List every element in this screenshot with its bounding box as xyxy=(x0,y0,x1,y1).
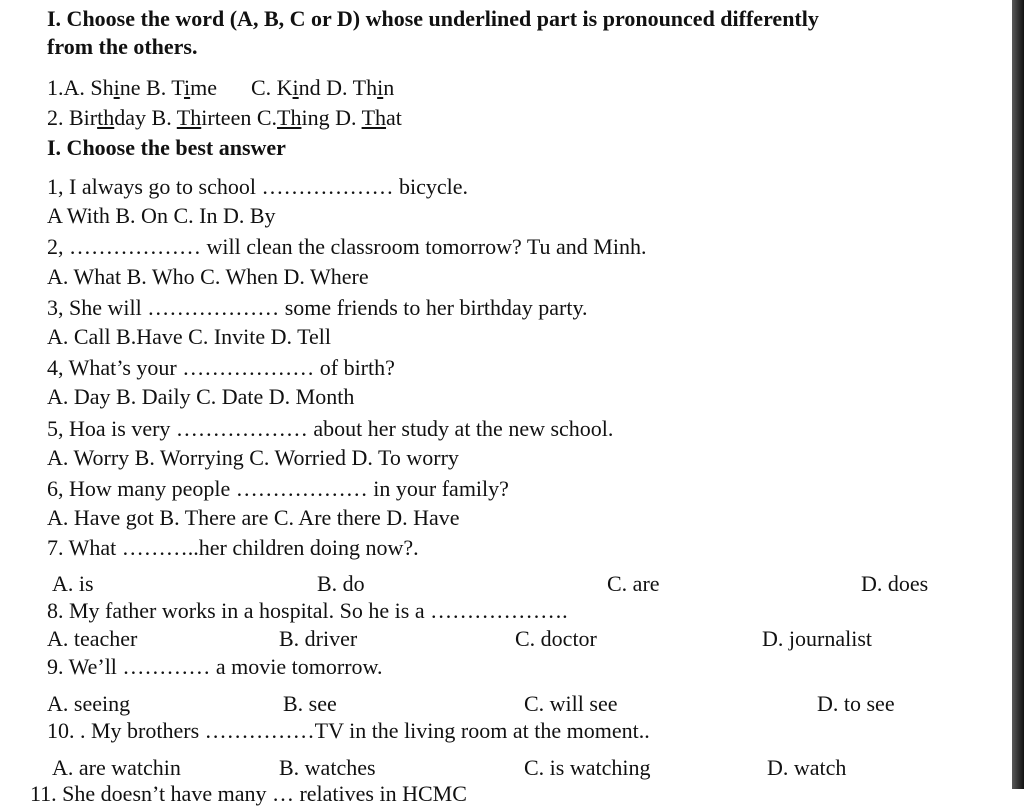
question-10-option-d: D. watch xyxy=(767,755,847,780)
question-1-options: A With B. On C. In D. By xyxy=(47,203,276,228)
question-9: 9. We’ll ………… a movie tomorrow. xyxy=(47,654,383,679)
question-6-options: A. Have got B. There are C. Are there D. Have xyxy=(47,505,460,530)
question-3-options: A. Call B.Have C. Invite D. Tell xyxy=(47,324,332,349)
section1-heading-line2: from the others. xyxy=(47,34,198,59)
question-8-option-c: C. doctor xyxy=(515,626,597,651)
question-10: 10. . My brothers ……………TV in the living room at the moment.. xyxy=(47,718,650,743)
question-4: 4, What’s your ……………… of birth? xyxy=(47,355,395,380)
underlined-part: Th xyxy=(361,105,387,130)
question-8: 8. My father works in a hospital. So he is a ………………. xyxy=(47,598,568,623)
question-9-option-a: A. seeing xyxy=(47,691,131,716)
question-9-option-b: B. see xyxy=(283,691,337,716)
underlined-part: i xyxy=(183,75,191,100)
section2-heading: I. Choose the best answer xyxy=(47,135,286,160)
question-5-options: A. Worry B. Worrying C. Worried D. To worry xyxy=(47,445,459,470)
underlined-part: i xyxy=(292,75,299,100)
question-5: 5, Hoa is very ……………… about her study at the new school. xyxy=(47,416,614,441)
question-10-option-a: A. are watchin xyxy=(52,755,181,780)
question-7-option-a: A. is xyxy=(52,571,94,596)
question-2: 2, ……………… will clean the classroom tomorrow? Tu and Minh. xyxy=(47,234,647,259)
question-9-option-c: C. will see xyxy=(524,691,618,716)
section1-heading-line1: I. Choose the word (A, B, C or D) whose underlined part is pronounced differently xyxy=(47,6,819,31)
pronunciation-question-2: 2. Birthday B. Thirteen C.Thing D. That xyxy=(47,105,402,130)
underlined-part: Th xyxy=(277,105,302,130)
question-1: 1, I always go to school ……………… bicycle. xyxy=(47,174,468,199)
question-3: 3, She will ……………… some friends to her birthday party. xyxy=(47,295,588,320)
question-4-options: A. Day B. Daily C. Date D. Month xyxy=(47,384,355,409)
question-7: 7. What ………..her children doing now?. xyxy=(47,535,419,560)
question-8-option-a: A. teacher xyxy=(47,626,138,651)
question-8-option-d: D. journalist xyxy=(762,626,872,651)
question-6: 6, How many people ……………… in your family? xyxy=(47,476,509,501)
question-7-option-c: C. are xyxy=(607,571,660,596)
question-2-options: A. What B. Who C. When D. Where xyxy=(47,264,369,289)
page-edge-shadow xyxy=(1012,0,1024,789)
question-7-option-d: D. does xyxy=(861,571,929,596)
question-9-option-d: D. to see xyxy=(817,691,895,716)
underlined-part: i xyxy=(113,75,120,100)
question-11-partial: 11. She doesn’t have many … relatives in HCMC xyxy=(30,781,467,806)
pronunciation-question-1: 1.A. Shine B. Time C. Kind D. Thin xyxy=(47,75,395,100)
question-10-option-b: B. watches xyxy=(279,755,376,780)
underlined-part: Th xyxy=(176,105,202,130)
question-10-option-c: C. is watching xyxy=(524,755,651,780)
underlined-part: i xyxy=(377,75,384,100)
question-8-option-b: B. driver xyxy=(279,626,358,651)
underlined-part: th xyxy=(97,105,115,130)
question-7-option-b: B. do xyxy=(317,571,365,596)
